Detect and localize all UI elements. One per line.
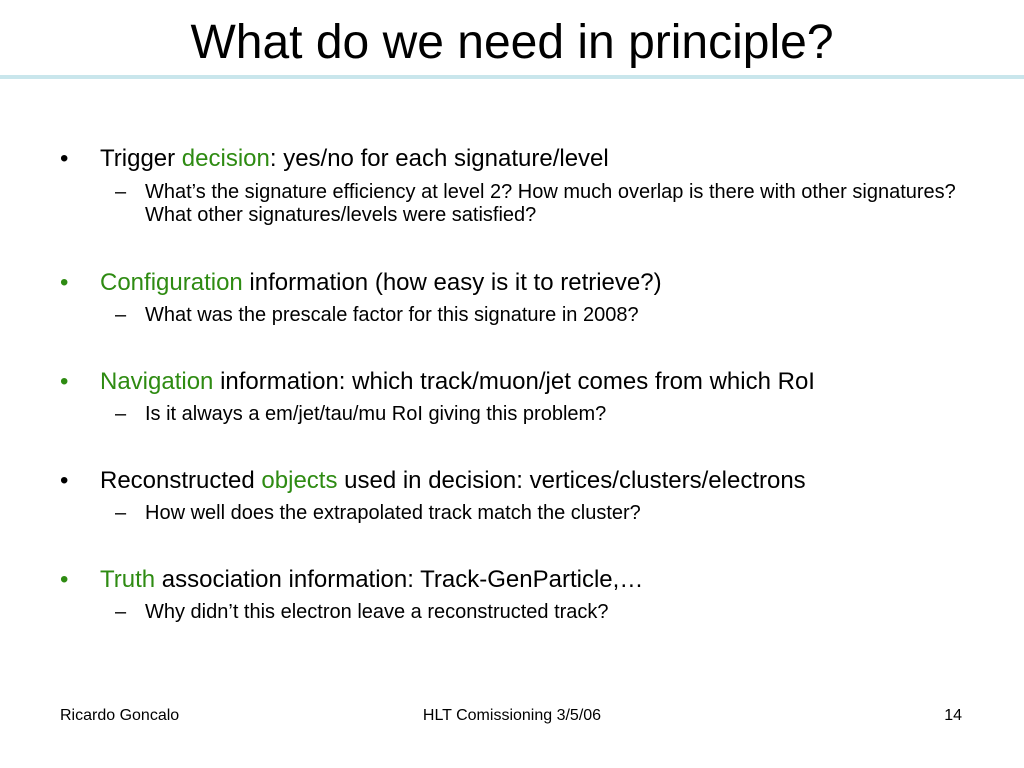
bullet-keyword: Configuration [100, 269, 243, 296]
footer-author: Ricardo Goncalo [60, 707, 180, 724]
bullet-text: used in decision: vertices/clusters/electrons [337, 467, 806, 494]
bullet-truth-association [60, 565, 644, 594]
sub-bullet-mark: – [115, 304, 127, 326]
footer-event: HLT Comissioning 3/5/06 [422, 707, 602, 724]
bullet-text: : yes/no for each signature/level [269, 145, 609, 172]
bullet-keyword: decision [181, 145, 270, 172]
bullet-mark: • [60, 145, 69, 172]
sub-bullet-electron-track [115, 601, 985, 624]
sub-bullet-roi-problem [115, 403, 985, 426]
sub-bullet-track-match [115, 502, 985, 525]
bullet-mark: • [60, 566, 69, 593]
bullet-mark: • [60, 467, 69, 494]
sub-bullet-signature-efficiency [115, 181, 985, 227]
sub-bullet-prescale-factor [115, 304, 985, 327]
footer-page-number: 14 [944, 707, 962, 724]
bullet-configuration [60, 268, 662, 297]
bullet-text: information (how easy is it to retrieve?) [242, 269, 662, 296]
sub-bullet-mark: – [115, 181, 127, 203]
slide-title: What do we need in principle? [190, 16, 834, 69]
bullet-keyword: objects [261, 467, 338, 494]
bullet-mark: • [60, 368, 69, 395]
bullet-navigation [60, 367, 815, 396]
bullet-mark: • [60, 269, 69, 296]
sub-bullet-mark: – [115, 403, 127, 425]
bullet-text: Trigger [100, 145, 182, 172]
sub-bullet-text: What’s the signature efficiency at level 2? How much overlap is there with other signatures? What other signatures/levels were satisfied? [145, 181, 956, 226]
sub-bullet-text: How well does the extrapolated track match the cluster? [145, 502, 641, 524]
sub-bullet-mark: – [115, 601, 127, 623]
bullet-text: Reconstructed [100, 467, 262, 494]
sub-bullet-mark: – [115, 502, 127, 524]
sub-bullet-text: What was the prescale factor for this signature in 2008? [145, 304, 639, 326]
bullet-text: association information: Track-GenParticle,… [155, 566, 644, 593]
sub-bullet-text: Why didn’t this electron leave a reconstructed track? [145, 601, 609, 623]
sub-bullet-text: Is it always a em/jet/tau/mu RoI giving this problem? [145, 403, 607, 425]
bullet-keyword: Navigation [100, 368, 214, 395]
bullet-keyword: Truth [100, 566, 156, 593]
bullet-reconstructed-objects [60, 466, 806, 495]
bullet-trigger-decision [60, 144, 609, 173]
bullet-text: information: which track/muon/jet comes from which RoI [213, 368, 815, 395]
